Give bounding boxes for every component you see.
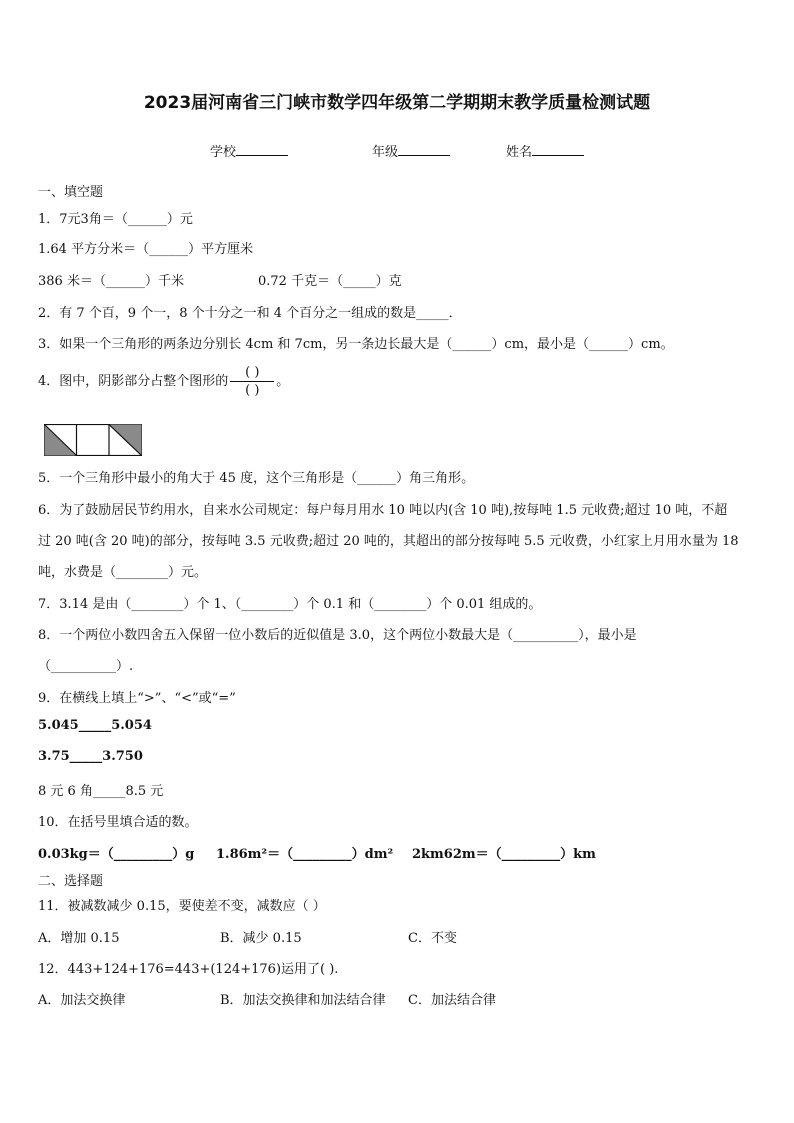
grade-field [372,141,450,160]
question-11-option-c[interactable]: C．不变 [408,931,457,946]
question-1b: 1.64 平方分米＝（______）平方厘米 [38,242,254,257]
school-field [210,141,288,160]
question-10-stem: 10．在括号里填合适的数。 [38,815,198,830]
question-12-option-b[interactable]: B．加法交换律和加法结合律 [220,993,386,1008]
section-fill-heading: 一、填空题 [38,185,104,200]
school-blank[interactable] [236,143,288,156]
shaded-figure-svg [44,424,142,456]
question-11-option-b[interactable]: B．减少 0.15 [220,931,302,946]
question-4-text: 4．图中，阴影部分占整个图形的 [38,374,229,389]
question-5: 5．一个三角形中最小的角大于 45 度，这个三角形是（______）角三角形。 [38,471,475,486]
question-8-line1: 8．一个两位小数四舍五入保留一位小数后的近似值是 3.0，这个两位小数最大是（__________），最小是 [38,628,637,643]
question-2: 2．有 7 个百，9 个一，8 个十分之一和 4 个百分之一组成的数是_____． [38,306,462,321]
fraction-denominator: ( ) [245,383,260,398]
fraction-numerator: ( ) [245,365,260,380]
question-6-line1: 6．为了鼓励居民节约用水，自来水公司规定：每户每月用水 10 吨以内(含 10 吨),按每吨 1.5 元收费;超过 10 吨，不超 [38,503,728,518]
question-12-stem: 12．443+124+176=443+(124+176)运用了( ). [38,962,339,977]
name-label: 姓名 [506,145,533,160]
question-6-line3: 吨，水费是（________）元。 [38,565,208,580]
question-9b: 3.75_____3.750 [38,749,143,764]
question-9a: 5.045_____5.054 [38,718,152,733]
question-1d: 0.72 千克＝（_____）克 [258,274,402,289]
question-10a: 0.03kg＝（_________）g [38,847,195,862]
page-title: 2023届河南省三门峡市数学四年级第二学期期末教学质量检测试题 [143,93,651,113]
name-field [506,141,584,160]
school-label: 学校 [210,145,237,160]
name-blank[interactable] [532,143,584,156]
question-9-stem: 9．在横线上填上“>”、“<”或“=” [38,691,236,706]
question-12-option-c[interactable]: C．加法结合律 [408,993,496,1008]
question-11-stem: 11．被减数减少 0.15，要使差不变，减数应（ ） [38,899,326,914]
question-8-line2: （__________）. [38,659,134,674]
question-10c: 2km62m＝（_________）km [412,847,596,862]
question-11-option-a[interactable]: A．增加 0.15 [38,931,120,946]
question-6-line2: 过 20 吨(含 20 吨)的部分，按每吨 3.5 元收费;超过 20 吨的，其超出的部分按每吨 5.5 元收费，小红家上月用水量为 18 [38,534,739,549]
question-3: 3．如果一个三角形的两条边分别长 4cm 和 7cm，另一条边长最大是（______）cm，最小是（______）cm。 [38,337,674,352]
question-12-option-a[interactable]: A．加法交换律 [38,993,126,1008]
grade-blank[interactable] [398,143,450,156]
question-1a: 1．7元3角＝（______）元 [38,212,193,227]
question-10b: 1.86m²＝（_________）dm² [216,847,394,862]
section-choice-heading: 二、选择题 [38,874,104,889]
question-4-end: 。 [276,374,290,389]
question-9c: 8 元 6 角_____8.5 元 [38,784,164,799]
question-1c: 386 米＝（______）千米 [38,274,184,289]
grade-label: 年级 [372,145,399,160]
shaded-figure [44,424,142,460]
question-7: 7．3.14 是由（________）个 1、（________）个 0.1 和（________）个 0.01 组成的。 [38,597,542,612]
fraction-answer[interactable] [230,364,274,399]
question-4 [38,364,289,399]
